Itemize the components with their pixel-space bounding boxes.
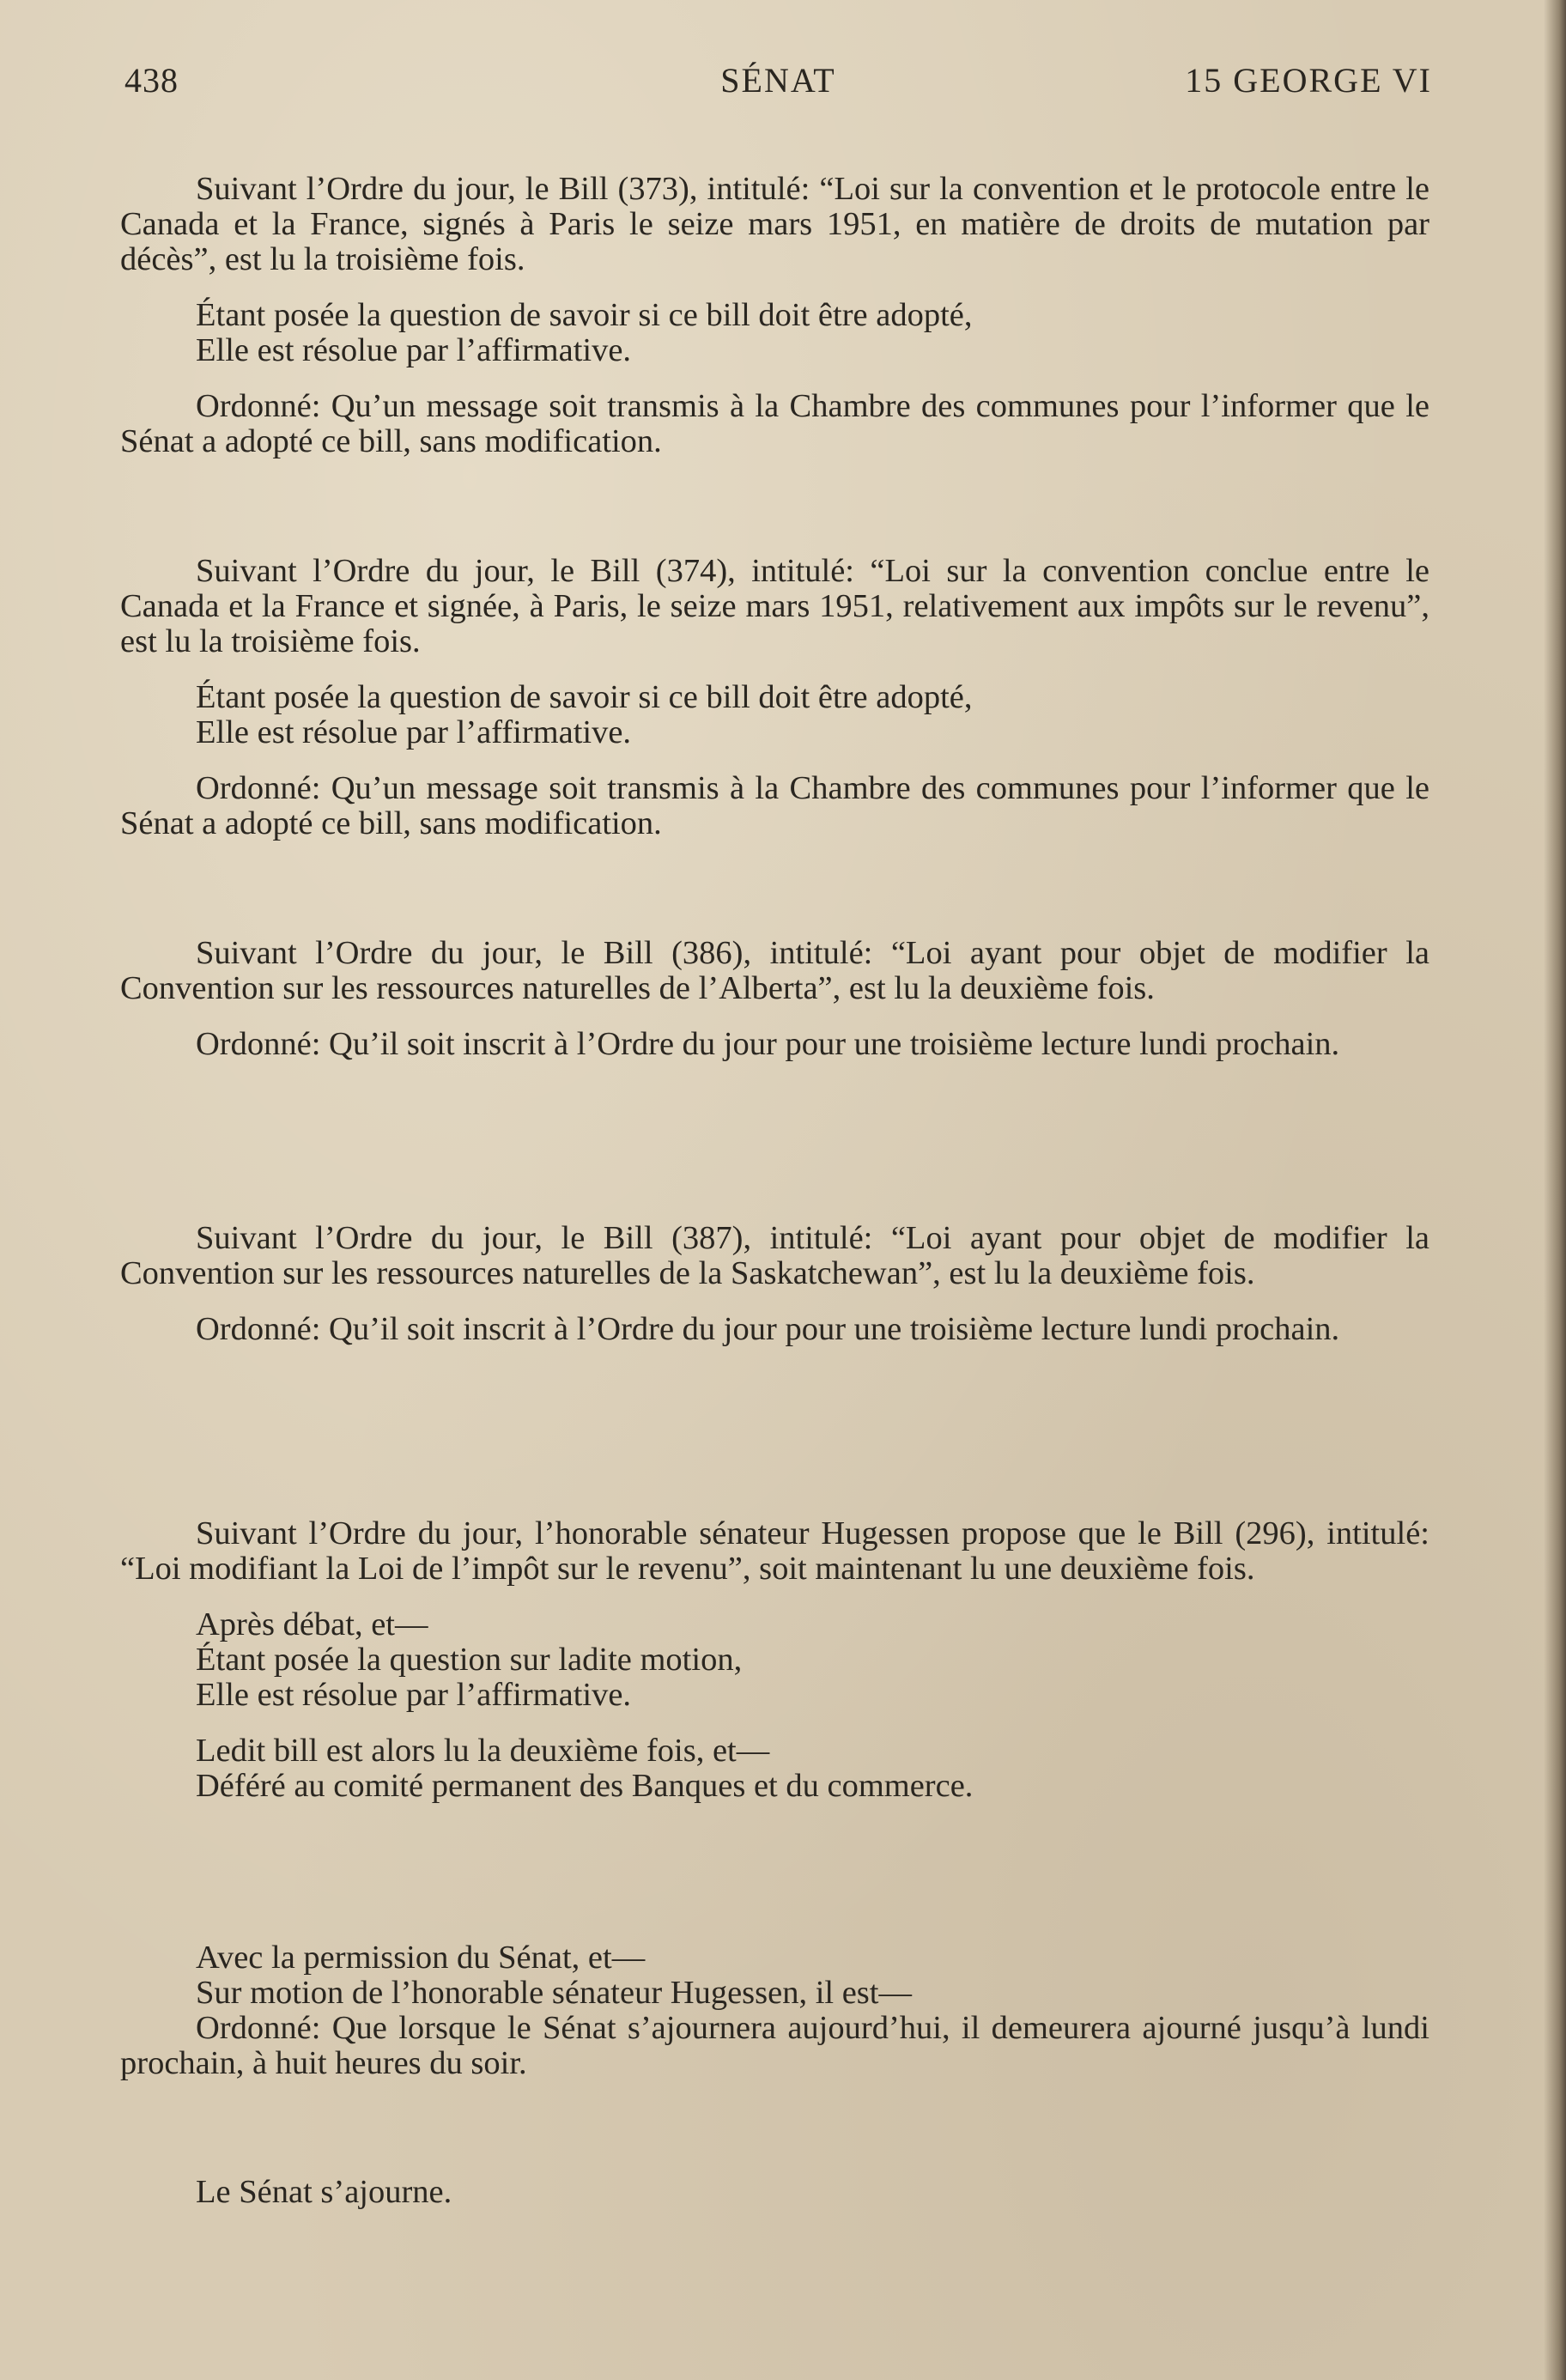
section-adjournment-motion [120,1940,1429,2081]
page-number: 438 [124,61,179,100]
bill-296-motion: Suivant l’Ordre du jour, l’honorable sénateur Hugessen propose que le Bill (296), intitulé: “Loi modifiant la Loi de l’impôt sur le revenu”, soit maintenant lu une deuxième fois. [120,1515,1429,1587]
page-edge-shadow [1544,0,1566,2380]
bill-374-result: Elle est résolue par l’affirmative. [196,714,632,750]
bill-296-question: Étant posée la question sur ladite motion, [196,1642,743,1678]
adjournment-permission: Avec la permission du Sénat, et— [196,1940,646,1976]
bill-296-result: Elle est résolue par l’affirmative. [196,1677,632,1713]
bill-386-reading: Suivant l’Ordre du jour, le Bill (386), intitulé: “Loi ayant pour objet de modifier la Convention sur les ressources naturelles de l’Alberta”, est lu la deuxième fois. [120,935,1429,1006]
bill-296-second-reading: Ledit bill est alors lu la deuxième fois, et— [196,1733,770,1769]
bill-374-question: Étant posée la question de savoir si ce bill doit être adopté, [196,679,973,715]
bill-374-reading: Suivant l’Ordre du jour, le Bill (374), intitulé: “Loi sur la convention conclue entre le Canada et la France et signée, à Paris, le seize mars 1951, relativement aux impôts sur le revenu”, est lu la troisième fois. [120,553,1429,659]
bill-387-order: Ordonné: Qu’il soit inscrit à l’Ordre du jour pour une troisième lecture lundi prochain. [196,1311,1340,1347]
section-bill-296 [120,1516,1429,1804]
bill-296-referral: Déféré au comité permanent des Banques et du commerce. [196,1768,974,1804]
bill-373-question: Étant posée la question de savoir si ce bill doit être adopté, [196,297,973,333]
adjournment-motion: Sur motion de l’honorable sénateur Hugessen, il est— [196,1975,912,2011]
senate-adjourns: Le Sénat s’ajourne. [196,2174,452,2210]
regnal-year: 15 GEORGE VI [1185,61,1432,100]
bill-374-order: Ordonné: Qu’un message soit transmis à la Chambre des communes pour l’informer que le Sénat a adopté ce bill, sans modification. [120,770,1429,841]
section-bill-373 [120,172,1429,459]
bill-387-reading: Suivant l’Ordre du jour, le Bill (387), intitulé: “Loi ayant pour objet de modifier la Convention sur les ressources naturelles de la Saskatchewan”, est lu la deuxième fois. [120,1220,1429,1291]
bill-386-order: Ordonné: Qu’il soit inscrit à l’Ordre du jour pour une troisième lecture lundi prochain. [196,1026,1340,1062]
section-bill-374 [120,554,1429,841]
adjournment-order: Ordonné: Que lorsque le Sénat s’ajournera aujourd’hui, il demeurera ajourné jusqu’à lundi prochain, à huit heures du soir. [120,2010,1429,2081]
page-header [124,60,1432,112]
running-title: SÉNAT [720,61,836,100]
bill-373-reading: Suivant l’Ordre du jour, le Bill (373), intitulé: “Loi sur la convention et le protocole entre le Canada et la France, signés à Paris le seize mars 1951, en matière de droits de mutation par décès”, est lu la troisième fois. [120,171,1429,277]
section-closing [120,2175,1429,2210]
bill-296-debate: Après débat, et— [196,1606,428,1642]
bill-373-result: Elle est résolue par l’affirmative. [196,332,632,368]
section-bill-387 [120,1221,1429,1347]
bill-373-order: Ordonné: Qu’un message soit transmis à la Chambre des communes pour l’informer que le Sénat a adopté ce bill, sans modification. [120,388,1429,459]
section-bill-386 [120,936,1429,1062]
